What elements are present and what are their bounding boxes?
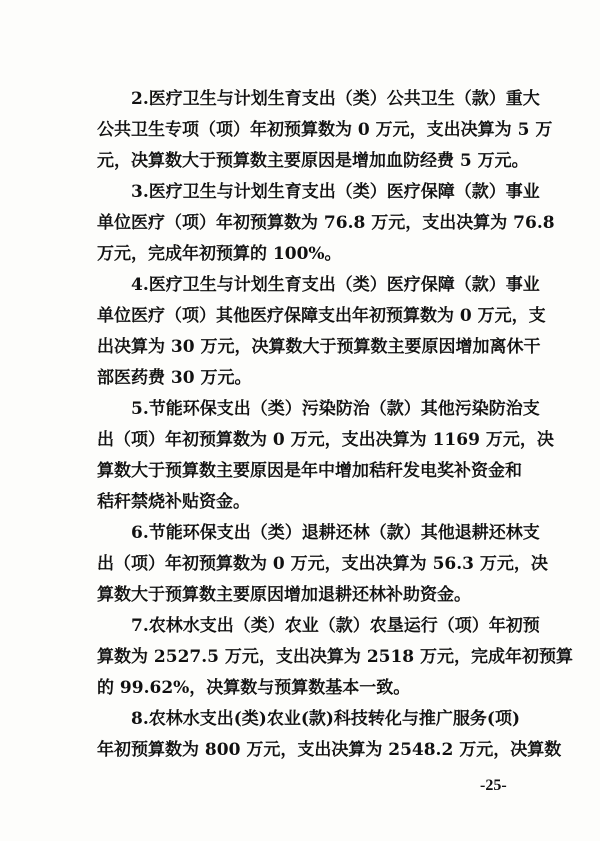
text-line: 元，决算数大于预算数主要原因是增加血防经费 5 万元。 bbox=[97, 151, 529, 171]
text-line: 4.医疗卫生与计划生育支出（类）医疗保障（款）事业 bbox=[131, 275, 540, 295]
text-line: 算数大于预算数主要原因增加退耕还林补助资金。 bbox=[97, 585, 471, 605]
text-line: 3.医疗卫生与计划生育支出（类）医疗保障（款）事业 bbox=[131, 182, 540, 202]
text-line: 的 99.62%，决算数与预算数基本一致。 bbox=[97, 678, 411, 698]
text-line: 算数为 2527.5 万元，支出决算为 2518 万元，完成年初预算 bbox=[97, 647, 574, 667]
paragraph bbox=[97, 394, 554, 518]
page-number: -25- bbox=[480, 777, 507, 794]
text-line: 单位医疗（项）年初预算数为 76.8 万元，支出决算为 76.8 bbox=[97, 213, 555, 233]
text-line: 公共卫生专项（项）年初预算数为 0 万元，支出决算为 5 万 bbox=[97, 120, 553, 140]
paragraph bbox=[97, 177, 555, 270]
text-line: 出决算为 30 万元，决算数大于预算数主要原因增加离休干 bbox=[97, 337, 541, 357]
paragraph bbox=[97, 84, 553, 177]
text-line: 出（项）年初预算数为 0 万元，支出决算为 1169 万元，决 bbox=[97, 430, 554, 450]
document-body bbox=[97, 84, 574, 766]
text-line: 出（项）年初预算数为 0 万元，支出决算为 56.3 万元，决 bbox=[97, 554, 548, 574]
paragraph bbox=[97, 270, 546, 394]
paragraph bbox=[97, 518, 548, 611]
text-line: 部医药费 30 万元。 bbox=[97, 368, 252, 388]
text-line: 8.农林水支出(类)农业(款)科技转化与推广服务(项) bbox=[131, 709, 521, 729]
text-line: 单位医疗（项）其他医疗保障支出年初预算数为 0 万元，支 bbox=[97, 306, 546, 326]
text-line: 年初预算数为 800 万元，支出决算为 2548.2 万元，决算数 bbox=[97, 740, 562, 760]
text-line: 6.节能环保支出（类）退耕还林（款）其他退耕还林支 bbox=[131, 523, 540, 543]
text-line: 7.农林水支出（类）农业（款）农垦运行（项）年初预 bbox=[131, 616, 540, 636]
text-line: 秸秆禁烧补贴资金。 bbox=[97, 492, 250, 512]
paragraph bbox=[97, 611, 574, 704]
text-line: 万元，完成年初预算的 100%。 bbox=[97, 244, 342, 264]
text-line: 算数大于预算数主要原因是年中增加秸秆发电奖补资金和 bbox=[97, 461, 522, 481]
text-line: 5.节能环保支出（类）污染防治（款）其他污染防治支 bbox=[131, 399, 540, 419]
text-line: 2.医疗卫生与计划生育支出（类）公共卫生（款）重大 bbox=[131, 89, 540, 109]
paragraph bbox=[97, 704, 562, 766]
